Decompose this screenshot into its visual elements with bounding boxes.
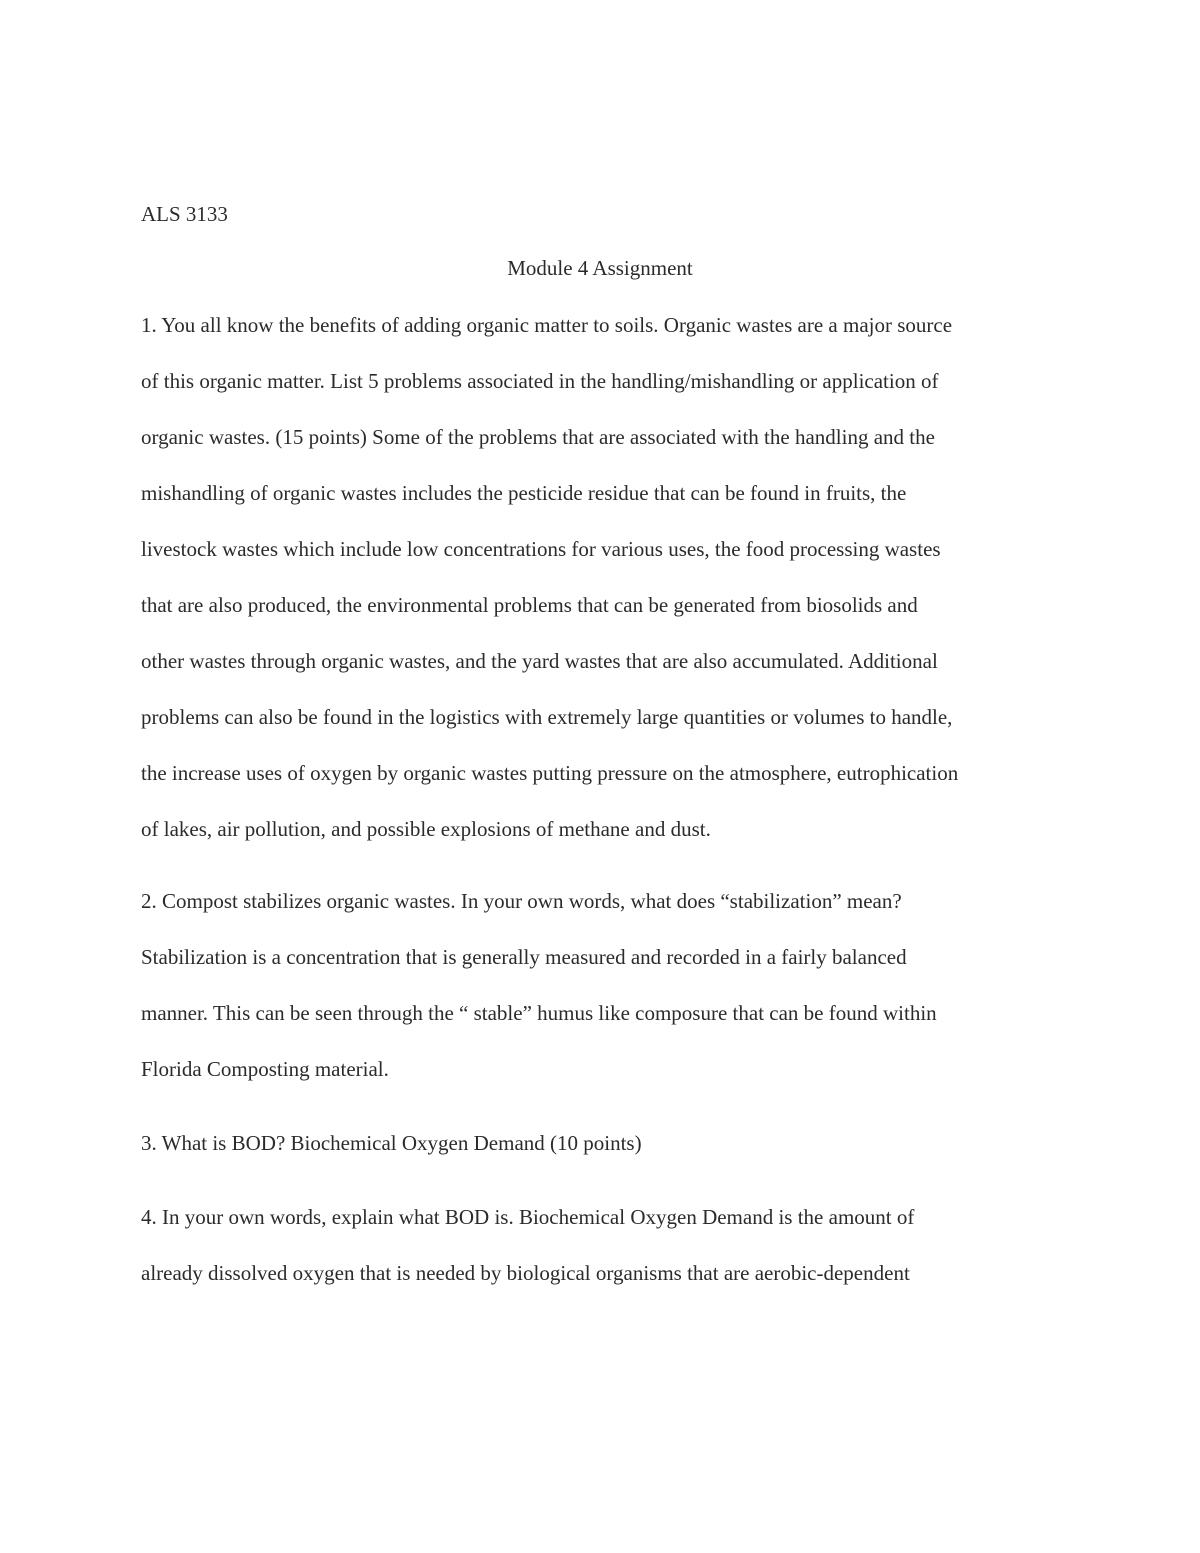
assignment-title: Module 4 Assignment <box>507 256 693 280</box>
question-1-line: mishandling of organic wastes includes the pesticide residue that can be found in fruits, the <box>141 481 907 505</box>
course-code: ALS 3133 <box>141 202 228 226</box>
question-4-line: already dissolved oxygen that is needed by biological organisms that are aerobic-dependent <box>141 1261 910 1285</box>
question-2-line: manner. This can be seen through the “ stable” humus like composure that can be found within <box>141 1001 937 1025</box>
question-1-line: the increase uses of oxygen by organic wastes putting pressure on the atmosphere, eutrophication <box>141 761 959 785</box>
question-1-line: problems can also be found in the logistics with extremely large quantities or volumes to handle, <box>141 705 953 729</box>
question-1-line: that are also produced, the environmental problems that can be generated from biosolids and <box>141 593 918 617</box>
question-3-line: 3. What is BOD? Biochemical Oxygen Demand (10 points) <box>141 1131 642 1155</box>
question-4-line: 4. In your own words, explain what BOD is. Biochemical Oxygen Demand is the amount of <box>141 1205 915 1229</box>
question-1-line: livestock wastes which include low concentrations for various uses, the food processing wastes <box>141 537 941 561</box>
question-1-line: organic wastes. (15 points) Some of the problems that are associated with the handling and the <box>141 425 935 449</box>
question-1-line: of lakes, air pollution, and possible explosions of methane and dust. <box>141 817 711 841</box>
question-1-line: of this organic matter. List 5 problems associated in the handling/mishandling or application of <box>141 369 939 393</box>
question-2-line: Florida Composting material. <box>141 1057 389 1081</box>
question-1-line: 1. You all know the benefits of adding organic matter to soils. Organic wastes are a major source <box>141 313 953 337</box>
question-1-line: other wastes through organic wastes, and the yard wastes that are also accumulated. Additional <box>141 649 938 673</box>
question-2-line: Stabilization is a concentration that is generally measured and recorded in a fairly balanced <box>141 945 907 969</box>
question-2-line: 2. Compost stabilizes organic wastes. In your own words, what does “stabilization” mean? <box>141 889 902 913</box>
